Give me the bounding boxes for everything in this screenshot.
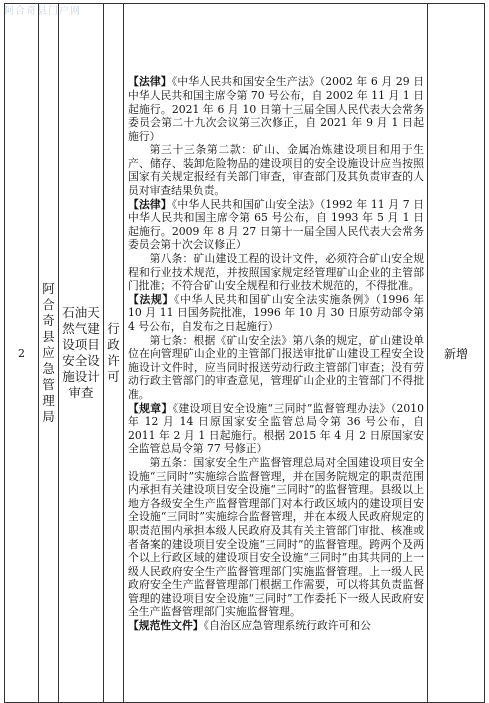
department-name: 阿合奇县应急管理局	[42, 281, 55, 424]
law-citation	[128, 75, 424, 143]
article-text: 第五条：国家安全生产监督管理总局对全国建设项目安全设施“三同时”实施综合监督管理，并在国务院规定的职责范围内承担有关建设项目安全设施“三同时”的监督管理。县级以上地方各级安全生产监督管理部门对本行政区域内的建设项目安全设施“三同时”实施综合监督管理，并在本级人民政府规定的职责范围内承担本级人民政府及其有关主管部门审批、核准或者备案的建设项目安全设施“三同时”的监督管理。跨两个及两个以上行政区域的建设项目安全设施“三同时”由其共同的上一级人民政府安全生产监督管理部门实施监督管理。上一级人民政府安全生产监督管理部门根据工作需要，可以将其负责监督管理的建设项目安全设施“三同时”工作委托下一级人民政府安全生产监督管理部门实施监督管理。	[128, 455, 424, 619]
power-type-cell	[104, 4, 124, 703]
department-cell	[39, 4, 59, 703]
law-citation	[128, 402, 424, 456]
law-citation-text: 《建设项目安全设施“三同时”监督管理办法》（2010 年 12 月 14 日原国家安全监管总局令第 36 号公布，自 2011 年 2 月 1 日起施行。根据 2015 年 4 月 2 日原国家安全监管总局令第 77 号修正）	[128, 401, 425, 456]
law-citation	[128, 198, 424, 252]
table-row	[5, 4, 485, 703]
law-citation-text: 《自治区应急管理系统行政许可和公	[203, 619, 371, 633]
item-name-cell	[59, 4, 104, 703]
row-index-cell	[5, 4, 39, 703]
law-category-tag: 【规范性文件】	[128, 619, 204, 633]
power-type: 行政许可	[107, 321, 120, 384]
law-citation	[128, 619, 424, 633]
row-index: 2	[18, 346, 25, 360]
article-text: 第八条：矿山建设工程的设计文件，必须符合矿山安全规程和行业技术规范，并按照国家规定经管理矿山企业的主管部门批准；不符合矿山安全规程和行业技术规范的，不得批准。	[128, 252, 424, 293]
law-category-tag: 【法律】	[128, 75, 172, 89]
article-text: 第七条：根据《矿山安全法》第八条的规定，矿山建设单位在向管理矿山企业的主管部门报送审批矿山建设工程安全设施设计文件时，应当同时报送劳动行政主管部门审查；没有劳动行政主管部门的审查意见，管理矿山企业的主管部门不得批准。	[128, 333, 424, 401]
law-citation-text: 《中华人民共和国矿山安全法实施条例》（1996 年 10 月 11 日国务院批准，1996 年 10 月 30 日原劳动部令第 4 号公布，自发布之日起施行）	[128, 292, 425, 334]
note-text: 新增	[443, 346, 468, 361]
article-text: 第三十三条第二款：矿山、金属冶炼建设项目和用于生产、储存、装卸危险物品的建设项目的安全设施设计应当按照国家有关规定报经有关部门审查，审查部门及其负责审查的人员对审查结果负责。	[128, 143, 424, 198]
law-category-tag: 【法规】	[128, 292, 174, 306]
law-citation	[128, 293, 424, 334]
law-category-tag: 【法律】	[128, 197, 172, 211]
law-citation-text: 《中华人民共和国矿山安全法》（1992 年 11 月 7 日中华人民共和国主席令第 65 号公布，自 1993 年 5 月 1 日起施行。2009 年 8 月 27 日第十一届全国人民代表大会常务委员会第十次会议修正）	[128, 197, 424, 252]
site-watermark: 阿合奇县门户网	[4, 6, 81, 17]
law-category-tag: 【规章】	[128, 401, 173, 415]
law-citation-text: 《中华人民共和国安全生产法》（2002 年 6 月 29 日中华人民共和国主席令第 70 号公布，自 2002 年 11 月 1 日起施行。2021 年 6 月 10 日第十三届全国人民代表大会常务委员会第二十九次会议第三次修正，自 2021 年 9 月 1 日起施行）	[128, 75, 424, 143]
legal-basis-text	[124, 73, 427, 632]
power-list-table	[4, 3, 485, 703]
item-name: 石油天然气建设项目安全设施设计审查	[62, 305, 100, 400]
note-cell	[428, 4, 485, 703]
legal-basis-cell	[124, 4, 428, 703]
